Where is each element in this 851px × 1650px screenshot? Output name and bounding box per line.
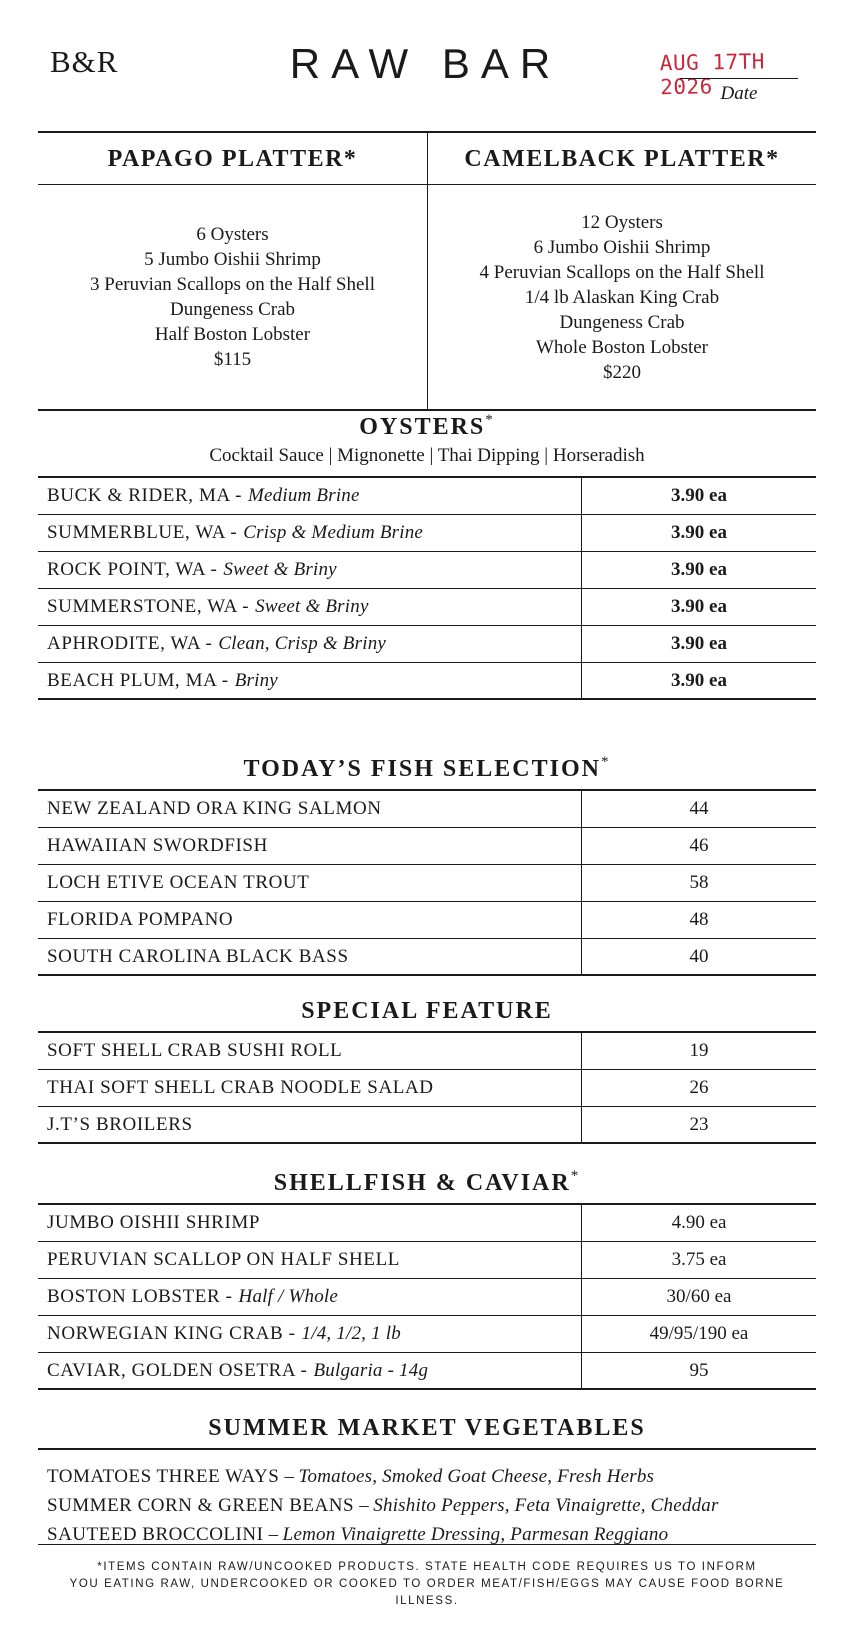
item-price: 19 [689, 1040, 709, 1061]
item-name: SUMMERBLUE, WA - [47, 522, 238, 543]
item-price: 46 [689, 835, 709, 856]
table-row [38, 1033, 816, 1070]
item-description: Tomatoes, Smoked Goat Cheese, Fresh Herbs [298, 1466, 655, 1487]
date-label: Date [720, 83, 758, 104]
item-cell [38, 552, 582, 588]
section-title [38, 1170, 816, 1197]
item-name: JUMBO OISHII SHRIMP [47, 1212, 261, 1233]
table-row [38, 1205, 816, 1242]
platter-item: Half Boston Lobster [154, 324, 311, 345]
platter-price: $115 [213, 349, 252, 370]
fish-section [38, 756, 816, 976]
list-item [47, 1462, 816, 1491]
item-price: 30/60 ea [666, 1286, 732, 1307]
item-name: BEACH PLUM, MA - [47, 669, 229, 691]
item-name: CAVIAR, GOLDEN OSETRA - [47, 1359, 308, 1381]
table-row [38, 478, 816, 515]
item-name: SAUTEED BROCCOLINI – [47, 1524, 279, 1545]
table-row [38, 791, 816, 828]
platter-items [38, 185, 427, 409]
item-name: LOCH ETIVE OCEAN TROUT [38, 865, 582, 901]
table-row [38, 589, 816, 626]
item-cell [38, 589, 582, 625]
platter-item: 6 Jumbo Oishii Shrimp [533, 236, 711, 258]
platter-items [428, 185, 816, 409]
item-cell [38, 663, 582, 698]
table-row [38, 663, 816, 700]
item-name: NORWEGIAN KING CRAB - [47, 1323, 296, 1344]
item-description: Bulgaria - 14g [313, 1359, 429, 1381]
table-row [38, 1353, 816, 1390]
item-price: 3.90 ea [671, 485, 727, 506]
item-cell [38, 1279, 582, 1315]
item-description: Briny [234, 669, 278, 691]
item-name: BUCK & RIDER, MA - [47, 485, 243, 506]
page-title: RAW BAR [289, 40, 562, 87]
item-price: 3.90 ea [671, 596, 727, 617]
item-price: 58 [689, 872, 709, 893]
item-name: PERUVIAN SCALLOP ON HALF SHELL [47, 1249, 400, 1270]
table-row [38, 828, 816, 865]
item-name: NEW ZEALAND ORA KING SALMON [38, 791, 582, 827]
table-row [38, 552, 816, 589]
table-row [38, 902, 816, 939]
special-section [38, 998, 816, 1144]
item-name: SOUTH CAROLINA BLACK BASS [38, 939, 582, 974]
item-name: SUMMER CORN & GREEN BEANS – [47, 1495, 370, 1516]
section-subtitle: Cocktail Sauce | Mignonette | Thai Dipping | Horseradish [209, 445, 645, 466]
vegetables-section [38, 1415, 816, 1557]
table-row [38, 626, 816, 663]
menu-header [0, 0, 851, 130]
item-name: SUMMERSTONE, WA - [47, 596, 250, 617]
health-disclaimer [38, 1544, 816, 1610]
item-price: 40 [689, 945, 709, 967]
item-price: 3.90 ea [671, 559, 727, 580]
asterisk: * [485, 412, 495, 428]
special-table [38, 1031, 816, 1144]
item-name: J.T’S BROILERS [38, 1107, 582, 1142]
item-description: Sweet & Briny [255, 596, 369, 617]
fish-table [38, 789, 816, 976]
item-cell [38, 1242, 582, 1278]
item-description: Clean, Crisp & Briny [218, 633, 387, 654]
item-name: ROCK POINT, WA - [47, 559, 218, 580]
item-name: THAI SOFT SHELL CRAB NOODLE SALAD [38, 1070, 582, 1106]
platter-price: $220 [603, 361, 641, 383]
item-price: 48 [689, 909, 709, 930]
table-row [38, 1242, 816, 1279]
platter-papago [38, 133, 427, 409]
shellfish-table [38, 1203, 816, 1390]
section-title-text: TODAY’S FISH SELECTION [243, 756, 601, 782]
item-name: HAWAIIAN SWORDFISH [38, 828, 582, 864]
item-description: Shishito Peppers, Feta Vinaigrette, Cheddar [373, 1495, 719, 1516]
disclaimer-line: *ITEMS CONTAIN RAW/UNCOOKED PRODUCTS. STATE HEALTH CODE REQUIRES US TO INFORM [97, 1561, 757, 1573]
item-name: APHRODITE, WA - [47, 633, 213, 654]
platter-title: CAMELBACK PLATTER* [428, 133, 816, 185]
date-stamp: AUG 17TH 2026 [659, 49, 766, 100]
vegetables-list [38, 1448, 816, 1557]
table-row [38, 939, 816, 976]
platter-item: Whole Boston Lobster [535, 336, 709, 358]
item-price: 3.90 ea [671, 669, 727, 691]
item-price: 3.90 ea [671, 522, 727, 543]
item-cell [38, 1316, 582, 1352]
item-cell [38, 515, 582, 551]
disclaimer-line: YOU EATING RAW, UNDERCOOKED OR COOKED TO ORDER MEAT/FISH/EGGS MAY CAUSE FOOD BORNE ILLNESS. [69, 1578, 785, 1607]
oysters-table [38, 476, 816, 700]
shellfish-section [38, 1170, 816, 1390]
item-description: Lemon Vinaigrette Dressing, Parmesan Reggiano [282, 1524, 669, 1545]
list-item [47, 1491, 816, 1520]
section-title [38, 756, 816, 783]
item-price: 95 [689, 1359, 709, 1381]
item-cell [38, 1205, 582, 1241]
asterisk: * [600, 754, 611, 770]
item-price: 3.90 ea [671, 633, 727, 654]
item-description: Crisp & Medium Brine [243, 522, 424, 543]
item-price: 26 [689, 1077, 709, 1098]
section-title: SUMMER MARKET VEGETABLES [208, 1415, 646, 1441]
table-row [38, 865, 816, 902]
platters-table [38, 131, 816, 411]
platter-item: 1/4 lb Alaskan King Crab [524, 286, 720, 308]
date-underline [680, 78, 798, 79]
platter-camelback [427, 133, 816, 409]
platter-item: 3 Peruvian Scallops on the Half Shell [90, 274, 375, 295]
table-row [38, 1070, 816, 1107]
item-name: FLORIDA POMPANO [38, 902, 582, 938]
item-price: 4.90 ea [671, 1212, 727, 1233]
item-name: SOFT SHELL CRAB SUSHI ROLL [38, 1033, 582, 1069]
item-description: Medium Brine [248, 485, 360, 506]
item-price: 49/95/190 ea [649, 1323, 749, 1344]
item-cell [38, 626, 582, 662]
asterisk: * [570, 1168, 581, 1184]
item-name: TOMATOES THREE WAYS – [47, 1466, 295, 1487]
item-price: 3.75 ea [671, 1249, 727, 1270]
item-description: 1/4, 1/2, 1 lb [301, 1323, 401, 1344]
platter-item: 5 Jumbo Oishii Shrimp [144, 249, 321, 270]
platter-item: 6 Oysters [196, 224, 269, 245]
platter-item: 4 Peruvian Scallops on the Half Shell [479, 261, 765, 283]
platter-item: Dungeness Crab [169, 299, 296, 320]
table-row [38, 1279, 816, 1316]
oysters-section [38, 414, 816, 700]
item-name: BOSTON LOBSTER - [47, 1286, 233, 1307]
table-row [38, 515, 816, 552]
table-row [38, 1316, 816, 1353]
section-title [38, 414, 816, 441]
section-title-text: OYSTERS [359, 414, 486, 440]
section-title: SPECIAL FEATURE [301, 998, 553, 1024]
platter-item: Dungeness Crab [559, 311, 685, 333]
item-price: 23 [689, 1113, 709, 1135]
item-description: Sweet & Briny [223, 559, 337, 580]
brand-logo: B&R [50, 44, 119, 79]
item-description: Half / Whole [238, 1286, 339, 1307]
item-cell [38, 1353, 582, 1388]
section-title-text: SHELLFISH & CAVIAR [273, 1170, 571, 1196]
table-row [38, 1107, 816, 1144]
platter-title: PAPAGO PLATTER* [38, 133, 427, 185]
item-cell [38, 478, 582, 514]
item-price: 44 [689, 798, 709, 819]
platter-item: 12 Oysters [581, 211, 663, 233]
